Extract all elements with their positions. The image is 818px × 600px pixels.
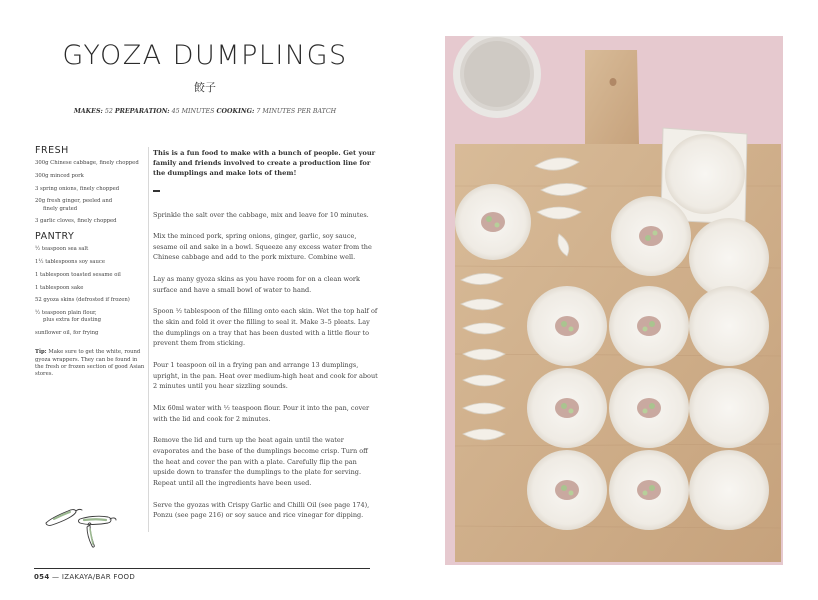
ingredient-item	[35, 297, 145, 304]
ingredient-item	[35, 259, 145, 266]
page-footer	[34, 573, 135, 581]
fresh-list	[35, 160, 145, 226]
tip-text: Make sure to get the white, round gyoza wrappers. They can be found in the fresh or frozen section of good Asian stores.	[35, 349, 145, 377]
ingredient-item	[35, 285, 145, 292]
ingredient-text-continued: finely grated	[43, 205, 78, 212]
footer-separator: —	[49, 573, 62, 581]
footer-section: IZAKAYA/BAR FOOD	[61, 573, 136, 581]
ingredient-text: 20g fresh ginger, peeled and	[35, 198, 113, 205]
method-column	[153, 148, 379, 532]
method-step: Mix the minced pork, spring onions, ginger, garlic, soy sauce, sesame oil and sake in a bowl. Squeeze any excess water from the Chinese cabbage and add to the pork mixture. Combine well.	[153, 231, 372, 262]
ingredient-item	[35, 160, 145, 167]
method-step: Pour 1 teaspoon oil in a frying pan and arrange 13 dumplings, upright, in the pan. Heat over medium-high heat and cook for about 2 minutes until you hear sizzling sounds.	[153, 360, 378, 391]
method-step: Sprinkle the salt over the cabbage, mix and leave for 10 minutes.	[153, 210, 369, 219]
ingredient-item	[35, 310, 145, 324]
ingredient-text: 3 garlic cloves, finely chopped	[35, 218, 117, 225]
prep-label: PREPARATION:	[114, 108, 170, 115]
cook-value: 7 MINUTES PER BATCH	[256, 108, 337, 115]
method-intro: This is a fun food to make with a bunch of people. Get your family and friends involved to create a production line for the dumplings and make lots of them!	[153, 149, 376, 177]
ingredient-text: 300g minced pork	[35, 172, 84, 179]
intro-divider	[153, 190, 160, 192]
method-step: Serve the gyozas with Crispy Garlic and Chilli Oil (see page 174), Ponzu (see page 216) or soy sauce and rice vinegar for dipping.	[153, 500, 370, 520]
ingredient-text: 3 spring onions, finely chopped	[35, 185, 120, 192]
page-number: 054	[34, 573, 50, 581]
method-step: Mix 60ml water with ½ teaspoon flour. Pour it into the pan, cover with the lid and cook for 2 minutes.	[153, 403, 370, 423]
ingredient-text: 1½ tablespoons soy sauce	[35, 258, 105, 265]
ingredient-text: sunflower oil, for frying	[35, 330, 99, 337]
pantry-heading: PANTRY	[35, 231, 75, 243]
makes-value: 52	[104, 108, 113, 115]
ingredient-text: 300g Chinese cabbage, finely chopped	[35, 160, 139, 166]
footer-rule	[34, 568, 370, 569]
column-divider	[148, 147, 149, 532]
recipe-subtitle-japanese: 餃子	[194, 81, 216, 94]
recipe-photo	[445, 36, 783, 565]
photo-illustration	[445, 36, 783, 565]
tip-note	[35, 349, 145, 378]
ingredient-item	[35, 272, 145, 279]
recipe-meta	[40, 108, 370, 115]
chili-pepper-illustration	[40, 497, 120, 553]
ingredient-item	[35, 330, 145, 337]
fresh-heading: FRESH	[35, 145, 69, 156]
ingredient-text: ½ teaspoon sea salt	[35, 246, 89, 253]
prep-value: 45 MINUTES	[171, 108, 215, 115]
cook-label: COOKING:	[216, 108, 255, 115]
method-step: Spoon ½ tablespoon of the filling onto each skin. Wet the top half of the skin and fold it over the filling to seal it. Make 3–5 pleats. Lay the dumplings on a tray that has been dusted with a little flour to prevent them from sticking.	[153, 307, 378, 348]
method-step: Remove the lid and turn up the heat again until the water evaporates and the base of the dumplings become crisp. Turn off the heat and cover the pan with a plate. Carefully flip the pan upside down to transfer the dumplings to the plate for serving. Repeat until all the ingredients have been used.	[153, 436, 368, 488]
ingredient-item	[35, 186, 145, 193]
ingredient-text: 52 gyoza skins (defrosted if frozen)	[35, 297, 130, 304]
pantry-list	[35, 246, 145, 337]
makes-label: MAKES:	[73, 108, 103, 115]
ingredient-item	[35, 173, 145, 180]
ingredient-item	[35, 218, 145, 225]
method-step: Lay as many gyoza skins as you have room for on a clean work surface and have a small bowl of water to hand.	[153, 274, 360, 294]
tip-label: Tip:	[35, 349, 47, 356]
ingredient-text: ½ teaspoon plain flour,	[35, 310, 97, 317]
ingredient-text: 1 tablespoon toasted sesame oil	[35, 271, 121, 278]
recipe-title: GYOZA DUMPLINGS	[62, 40, 348, 71]
ingredient-item	[35, 198, 145, 212]
ingredients-sidebar	[35, 145, 145, 378]
ingredient-item	[35, 246, 145, 253]
ingredient-text-continued: plus extra for dusting	[43, 317, 102, 324]
ingredient-text: 1 tablespoon sake	[35, 284, 84, 291]
